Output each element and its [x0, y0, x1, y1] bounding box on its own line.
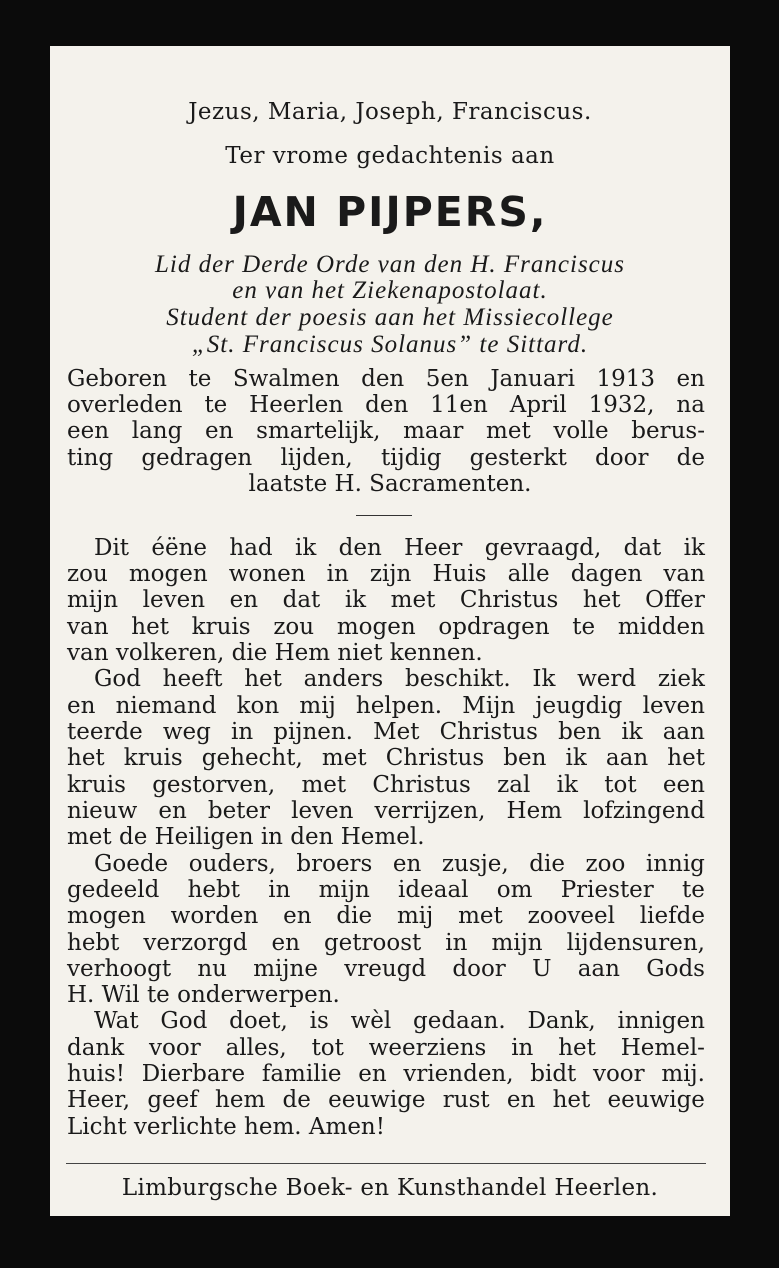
text-line: het kruis gehecht, met Christus ben ik aan het [67, 745, 705, 771]
text-line: en niemand kon mij helpen. Mijn jeugdig leven [67, 693, 705, 719]
role-line-2: en van het Ziekenapostolaat. [232, 277, 548, 304]
text-line: kruis gestorven, met Christus zal ik tot een [67, 772, 705, 798]
text-line: van het kruis zou mogen opdragen te midden [67, 614, 705, 640]
role-line-1: Lid der Derde Orde van den H. Franciscus [154, 251, 626, 278]
biography-line-5: laatste H. Sacramenten. [248, 471, 532, 497]
role-line-4: „St. Franciscus Solanus” te Sittard. [191, 331, 589, 358]
text-line: mogen worden en die mij met zooveel liefde [67, 903, 705, 929]
text-line: gedeeld hebt in mijn ideaal om Priester te [67, 877, 705, 903]
text-line: dank voor alles, tot weerziens in het Hemel- [67, 1035, 705, 1061]
text-line: nieuw en beter leven verrijzen, Hem lofzingend [67, 798, 705, 824]
text-line: Dit éëne had ik den Heer gevraagd, dat ik [94, 535, 705, 561]
dedication: Ter vrome gedachtenis aan [225, 143, 555, 169]
text-line: mijn leven en dat ik met Christus het Offer [67, 587, 705, 613]
text-line: verhoogt nu mijne vreugd door U aan Gods [67, 956, 705, 982]
text-line: Licht verlichte hem. Amen! [67, 1114, 385, 1140]
text-line: Goede ouders, broers en zusje, die zoo innig [94, 851, 705, 877]
text-line: Wat God doet, is wèl gedaan. Dank, innigen [94, 1008, 705, 1034]
text-line: hebt verzorgd en getroost in mijn lijdensuren, [67, 930, 705, 956]
memorial-card [50, 46, 730, 1216]
footer-divider [66, 1163, 706, 1164]
text-line: met de Heiligen in den Hemel. [67, 824, 425, 850]
biography-line-1: Geboren te Swalmen den 5en Januari 1913 en [67, 366, 705, 392]
text-line: Heer, geef hem de eeuwige rust en het eeuwige [67, 1087, 705, 1113]
text-line: van volkeren, die Hem niet kennen. [67, 640, 483, 666]
printer-imprint: Limburgsche Boek- en Kunsthandel Heerlen. [121, 1175, 659, 1201]
biography-line-2: overleden te Heerlen den 11en April 1932, na [67, 392, 705, 418]
role-line-3: Student der poesis aan het Missiecollege [166, 304, 614, 331]
biography-line-3: een lang en smartelijk, maar met volle berus- [67, 418, 705, 444]
text-line: zou mogen wonen in zijn Huis alle dagen van [67, 561, 705, 587]
text-line: God heeft het anders beschikt. Ik werd ziek [94, 666, 705, 692]
text-line: H. Wil te onderwerpen. [67, 982, 340, 1008]
text-line: huis! Dierbare familie en vrienden, bidt voor mij. [67, 1061, 705, 1087]
text-line: teerde weg in pijnen. Met Christus ben ik aan [67, 719, 705, 745]
biography-line-4: ting gedragen lijden, tijdig gesterkt door de [67, 445, 705, 471]
section-divider [356, 515, 412, 516]
deceased-name: JAN PIJPERS, [232, 188, 548, 236]
invocation: Jezus, Maria, Joseph, Franciscus. [188, 99, 592, 125]
